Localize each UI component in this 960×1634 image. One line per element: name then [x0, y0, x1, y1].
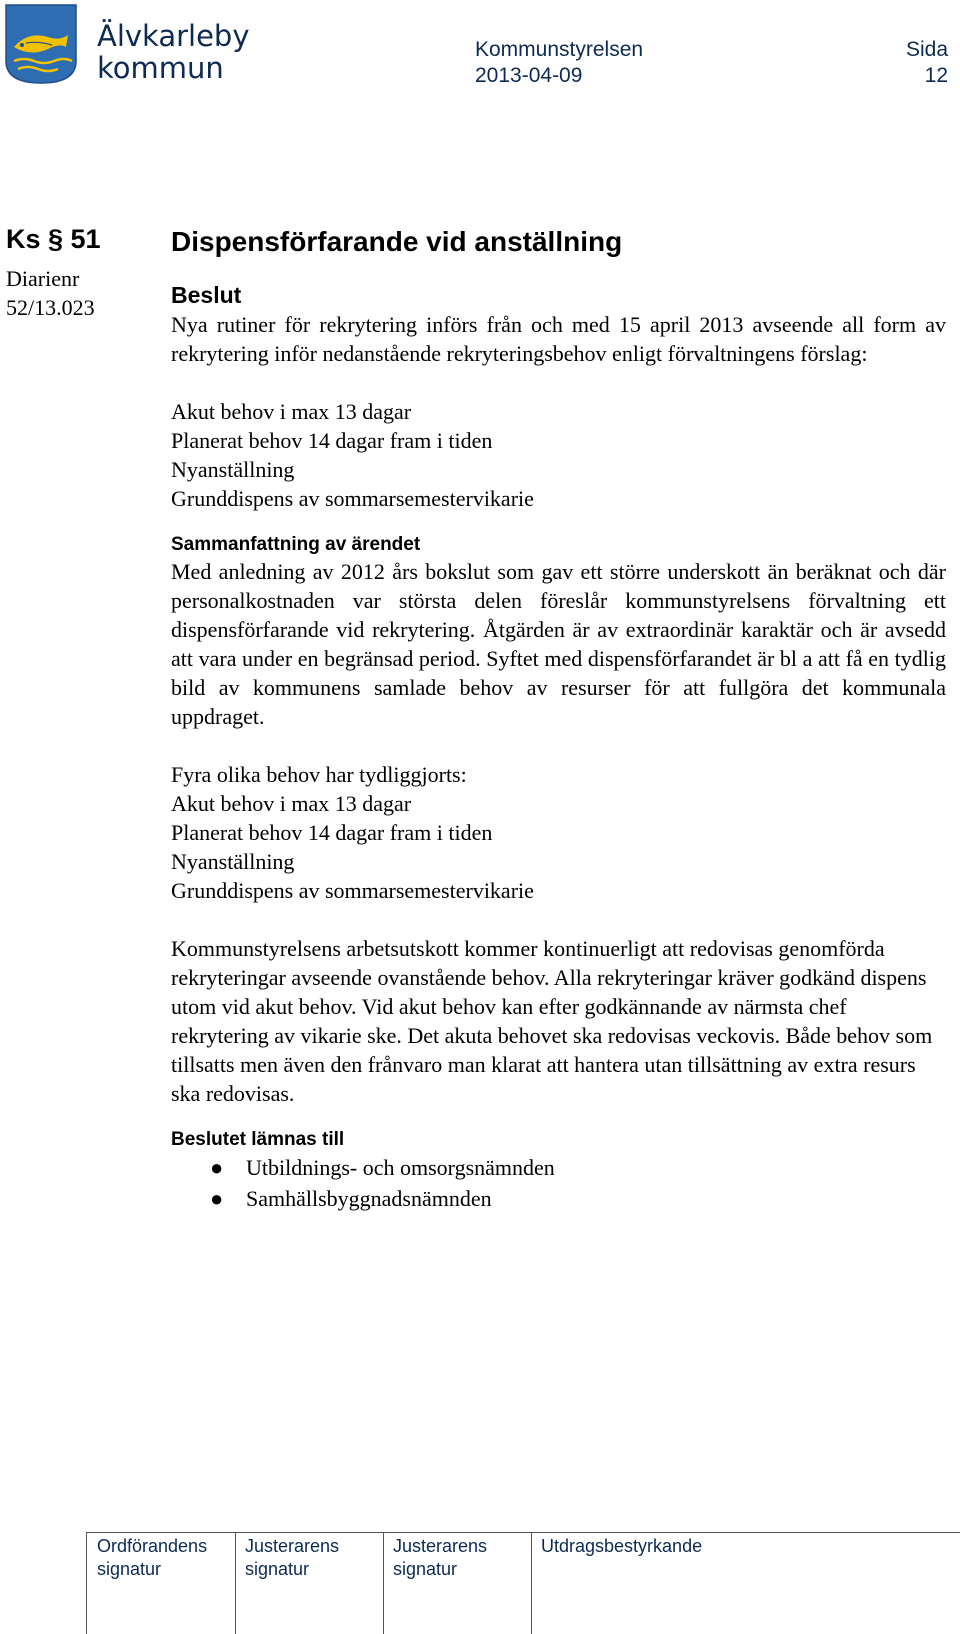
beslut-list [171, 397, 946, 513]
list-item [171, 1152, 946, 1183]
beslut-text: Nya rutiner för rekrytering införs från och med 15 april 2013 avseende all form av rekrytering inför nedanstående rekryteringsbehov enligt förvaltningens förslag: [171, 312, 946, 366]
recipient: Samhällsbyggnadsnämnden [246, 1186, 492, 1211]
paragraph-reference: Ks § 51 [6, 224, 101, 254]
signature-label: signatur [393, 1559, 458, 1579]
brand-line-2: kommun [97, 51, 224, 85]
list-item [171, 1183, 946, 1214]
signature-label: signatur [97, 1559, 162, 1579]
page-title: Dispensförfarande vid anställning [171, 226, 623, 257]
list-item: Akut behov i max 13 dagar [171, 791, 412, 816]
page-label: Sida [905, 38, 948, 61]
needs-intro: Fyra olika behov har tydliggjorts: [171, 762, 467, 787]
diarienr-label: Diarienr [6, 266, 80, 291]
signature-label: Justerarens [393, 1536, 488, 1556]
beslut-heading: Beslut [171, 282, 242, 308]
bullet-icon: ● [210, 1186, 224, 1211]
signature-cell-chair [87, 1533, 236, 1634]
sammanfattning-text: Med anledning av 2012 års bokslut som gav ett större underskott än beräknat och där personalkostnaden var största delen föreslår kommunstyrelsens förvaltning ett dispensförfarande vid rekrytering. Åtgärden är av extraordinär karaktär och är avsedd att vara under en begränsad period. Syftet med dispensförfarandet är bl a att få en tydlig bild av kommunens samlade behov av resurser för att fullgöra det kommunala uppdraget. [171, 559, 946, 729]
signature-table [86, 1532, 960, 1634]
closing-text: Kommunstyrelsens arbetsutskott kommer kontinuerligt att redovisas genomförda rekryteringar avseende ovanstående behov. Alla rekryteringar kräver godkänd dispens utom vid akut behov. Vid akut behov kan efter godkännande av närmsta chef rekrytering av vikarie ske. Det akuta behovet ska redovisas veckovis. Både behov som tillsatts men även den frånvaro man klarat att hantera utan tillsättning av extra resurs ska redovisas. [171, 936, 933, 1106]
page-number: 12 [924, 64, 948, 87]
signature-cell-adjuster-1 [235, 1533, 384, 1634]
brand-name [97, 20, 250, 84]
meeting-date: 2013-04-09 [475, 64, 583, 87]
list-item: Planerat behov 14 dagar fram i tiden [171, 428, 493, 453]
distribution-heading: Beslutet lämnas till [171, 1129, 345, 1150]
recipient: Utbildnings- och omsorgsnämnden [246, 1155, 555, 1180]
signature-label: Justerarens [245, 1536, 340, 1556]
organization: Kommunstyrelsen [475, 38, 644, 61]
signature-label: Ordförandens [97, 1536, 208, 1556]
kommun-logo [4, 3, 78, 85]
signature-label: Utdragsbestyrkande [541, 1536, 703, 1556]
sammanfattning-heading: Sammanfattning av ärendet [171, 534, 421, 555]
list-item: Akut behov i max 13 dagar [171, 399, 412, 424]
list-item: Grunddispens av sommarsemestervikarie [171, 486, 534, 511]
signature-cell-extract [531, 1533, 960, 1634]
brand-line-1: Älvkarleby [97, 19, 250, 53]
list-item: Nyanställning [171, 849, 295, 874]
list-item: Nyanställning [171, 457, 295, 482]
list-item: Planerat behov 14 dagar fram i tiden [171, 820, 493, 845]
bullet-icon: ● [210, 1155, 224, 1180]
main-content [171, 224, 946, 1214]
list-item: Grunddispens av sommarsemestervikarie [171, 878, 534, 903]
signature-label: signatur [245, 1559, 310, 1579]
diarienr-value: 52/13.023 [6, 295, 95, 320]
recipient-list [171, 1152, 946, 1214]
needs-list [171, 789, 946, 905]
signature-cell-adjuster-2 [383, 1533, 532, 1634]
